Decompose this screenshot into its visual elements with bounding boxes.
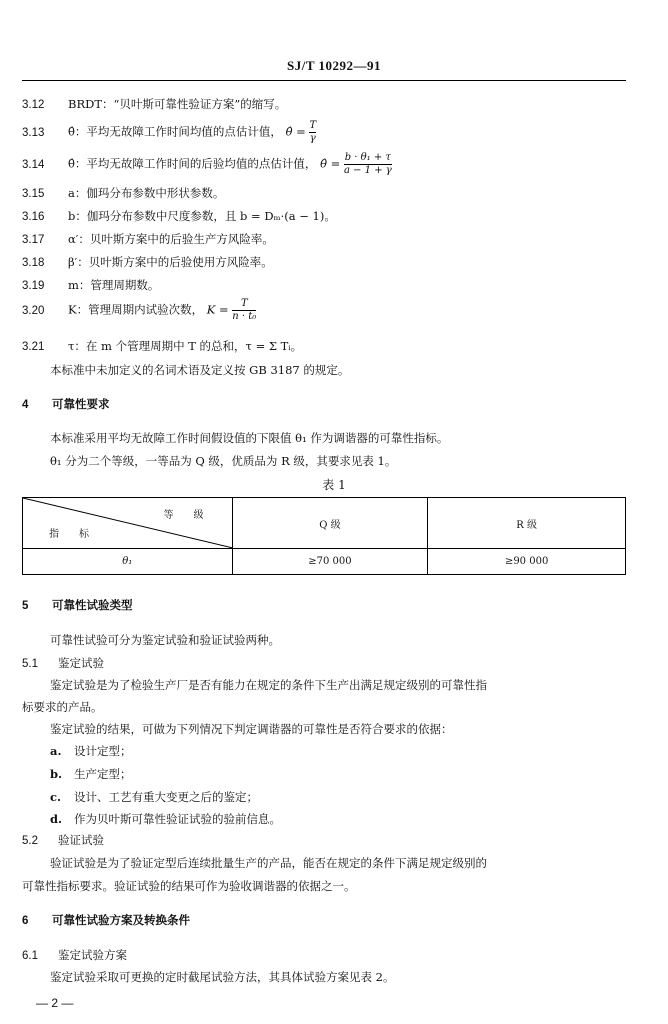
term-text: α′：贝叶斯方案中的后验生产方风险率。 [68,232,274,246]
section-number: 6 [22,915,29,927]
section-title: 可靠性要求 [52,397,110,411]
term-3-18 [22,254,273,271]
term-number: 3.14 [22,158,45,171]
section-4-paragraph-1: 本标准采用平均无故障工作时间假设值的下限值 θ₁ 作为调谐器的可靠性指标。 [50,431,449,445]
term-3-14 [22,152,392,177]
row-label: θ₁ [23,549,233,575]
table-1 [22,497,626,575]
table-diagonal-header [23,498,233,549]
term-text: K：管理周期内试验次数， [68,302,204,317]
list-text: 生产定型； [74,767,132,781]
list-item [50,789,258,805]
section-title: 鉴定试验方案 [58,948,127,962]
diagonal-label-grade: 等 级 [163,510,204,521]
diagonal-label-index: 指 标 [49,529,89,540]
term-text: θ̂：平均无故障工作时间均值的点估计值， [68,124,282,139]
formula-fraction [232,298,256,323]
term-text: BRDT：“贝叶斯可靠性验证方案”的缩写。 [68,97,287,111]
section-5-2-paragraph-line-2: 可靠性指标要求。验证试验的结果可作为验收调谐器的依据之一。 [22,879,356,893]
term-text: m：管理周期数。 [68,278,160,292]
term-number: 3.13 [22,126,45,139]
list-item [50,743,132,759]
list-text: 作为贝叶斯可靠性验证试验的验前信息。 [74,812,281,826]
section-6-1-heading [22,947,127,964]
section-number: 4 [22,399,29,411]
formula-left: θ̂ = [285,124,306,139]
term-text: β′：贝叶斯方案中的后验使用方风险率。 [68,255,273,269]
section-title: 验证试验 [58,833,104,847]
term-number: 3.20 [22,304,45,317]
term-number: 3.12 [22,99,45,111]
section-5-1-heading [22,655,104,672]
column-header-q: Q 级 [232,498,428,549]
term-text: b：伽玛分布参数中尺度参数，且 b = Dₘ·(a − 1)。 [68,209,336,223]
section-title: 可靠性试验类型 [52,598,133,612]
section-5-2-paragraph-line-1: 验证试验是为了验证定型后连续批量生产的产品，能否在规定的条件下满足规定级别的 [50,856,487,870]
term-number: 3.16 [22,211,45,223]
list-item [50,811,281,827]
section-5-1-paragraph-line-2: 标要求的产品。 [22,700,103,714]
formula-fraction [309,120,316,145]
section-number: 5 [22,600,29,612]
fraction-denominator: n · t₀ [232,311,257,322]
term-number: 3.17 [22,234,45,246]
term-3-20 [22,298,256,323]
section-number: 5.2 [22,835,38,847]
list-text: 设计定型； [74,744,132,758]
list-letter: d. [50,812,63,826]
section-5-paragraph: 可靠性试验可分为鉴定试验和验证试验两种。 [50,633,280,647]
standard-header: SJ/T 10292—91 [286,58,382,73]
list-letter: c. [50,790,62,804]
formula-left: θ̂ = [320,156,341,171]
column-header-r: R 级 [428,498,626,549]
section-number: 5.1 [22,658,38,670]
term-3-12 [22,96,286,113]
term-text: θ̂：平均无故障工作时间的后验均值的点估计值， [68,156,317,171]
section-5-heading [22,597,133,614]
table-header-row [23,498,626,549]
section-title: 鉴定试验 [58,656,104,670]
section-5-1-paragraph-2: 鉴定试验的结果，可做为下列情况下判定调谐器的可靠性是否符合要求的依据： [50,722,453,736]
term-number: 3.18 [22,257,45,269]
section-6-1-paragraph: 鉴定试验采取可更换的定时截尾试验方法，其具体试验方案见表 2。 [50,970,395,984]
term-number: 3.19 [22,280,45,292]
fraction-numerator: T [232,298,256,311]
term-3-13 [22,120,316,145]
page-number: — 2 — [36,996,74,1010]
term-3-17 [22,231,274,248]
section-5-1-paragraph-line-1: 鉴定试验是为了检验生产厂是否有能力在规定的条件下生产出满足规定级别的可靠性指 [50,678,487,692]
terms-note: 本标准中未加定义的名词术语及定义按 GB 3187 的规定。 [50,363,350,377]
formula-left: K = [206,302,229,317]
term-3-16 [22,208,336,225]
term-3-15 [22,185,224,202]
section-6-heading [22,912,190,929]
cell-r-value: ≥90 000 [428,549,626,575]
table-1-caption: 表 1 [322,478,346,492]
fraction-numerator: T [309,120,317,131]
term-text: a：伽玛分布参数中形状参数。 [68,186,225,200]
term-number: 3.21 [22,341,45,353]
list-item [50,766,132,782]
section-5-2-heading [22,832,104,849]
section-4-heading [22,396,110,413]
section-number: 6.1 [22,950,38,962]
cell-q-value: ≥70 000 [232,549,428,575]
fraction-numerator: b · θ₁ + τ [344,152,391,163]
list-text: 设计、工艺有重大变更之后的鉴定； [74,790,258,804]
header-rule [22,80,626,81]
fraction-denominator: γ [309,133,316,144]
term-3-21 [22,338,302,355]
fraction-denominator: a − 1 + γ [343,165,392,176]
term-3-19 [22,277,159,294]
term-text: τ：在 m 个管理周期中 T 的总和，τ = Σ Tᵢ。 [68,339,303,353]
section-4-paragraph-2: θ₁ 分为二个等级，一等品为 Q 级，优质品为 R 级，其要求见表 1。 [50,454,397,468]
table-row [23,549,626,575]
section-title: 可靠性试验方案及转换条件 [52,913,190,927]
list-letter: a. [50,744,62,758]
list-letter: b. [50,767,63,781]
formula-fraction [344,152,392,177]
term-number: 3.15 [22,188,45,200]
